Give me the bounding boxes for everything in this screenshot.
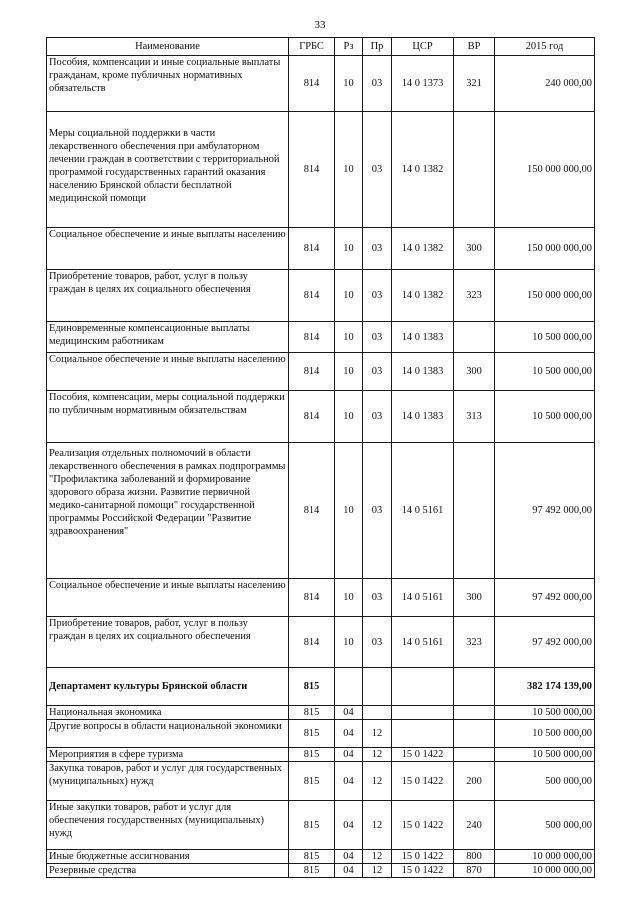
table-row [47,443,595,579]
row-vr: 313 [454,391,495,443]
row-grbs: 815 [289,668,335,706]
row-vr: 240 [454,801,495,850]
row-vr [454,720,495,748]
row-rz: 04 [335,864,363,878]
table-row [47,228,595,270]
row-grbs: 815 [289,864,335,878]
row-amount: 10 500 000,00 [495,706,595,720]
row-grbs: 814 [289,579,335,617]
table-row [47,112,595,228]
row-pr [363,706,392,720]
row-csr: 14 0 1383 [392,322,454,353]
row-grbs: 815 [289,706,335,720]
row-rz: 04 [335,706,363,720]
row-vr: 323 [454,617,495,668]
row-amount: 10 500 000,00 [495,391,595,443]
row-name: Единовременные компенсационные выплаты медицинским работникам [47,322,289,353]
row-rz: 10 [335,112,363,228]
row-pr: 03 [363,353,392,391]
row-csr: 15 0 1422 [392,801,454,850]
row-grbs: 814 [289,443,335,579]
row-grbs: 814 [289,112,335,228]
row-pr: 12 [363,801,392,850]
row-rz: 10 [335,579,363,617]
table-row [47,270,595,322]
row-rz: 04 [335,720,363,748]
row-pr: 03 [363,579,392,617]
row-name: Мероприятия в сфере туризма [47,748,289,762]
row-amount: 97 492 000,00 [495,617,595,668]
header-name: Наименование [47,38,289,56]
row-grbs: 814 [289,322,335,353]
header-rz: Рз [335,38,363,56]
row-name: Иные бюджетные ассигнования [47,850,289,864]
row-name: Резервные средства [47,864,289,878]
table-row [47,617,595,668]
row-pr: 03 [363,112,392,228]
row-csr: 15 0 1422 [392,850,454,864]
row-name: Другие вопросы в области национальной экономики [47,720,289,748]
table-row [47,579,595,617]
row-vr: 300 [454,579,495,617]
row-rz: 10 [335,391,363,443]
row-vr: 200 [454,762,495,801]
row-amount: 10 500 000,00 [495,353,595,391]
table-row [47,706,595,720]
row-csr: 14 0 5161 [392,443,454,579]
row-pr: 03 [363,270,392,322]
row-pr: 12 [363,748,392,762]
row-grbs: 814 [289,353,335,391]
row-grbs: 815 [289,720,335,748]
row-csr: 14 0 1382 [392,112,454,228]
row-grbs: 814 [289,391,335,443]
row-csr: 15 0 1422 [392,762,454,801]
row-vr [454,706,495,720]
row-grbs: 815 [289,762,335,801]
row-vr: 870 [454,864,495,878]
row-pr [363,668,392,706]
row-rz: 10 [335,353,363,391]
table-row [47,864,595,878]
row-pr: 12 [363,762,392,801]
row-name: Социальное обеспечение и иные выплаты населению [47,353,289,391]
row-name: Пособия, компенсации и иные социальные выплаты гражданам, кроме публичных нормативных обязательств [47,56,289,112]
row-vr: 300 [454,353,495,391]
header-vr: ВР [454,38,495,56]
row-vr: 323 [454,270,495,322]
row-amount: 150 000 000,00 [495,112,595,228]
row-name: Приобретение товаров, работ, услуг в пользу граждан в целях их социального обеспечения [47,270,289,322]
row-vr [454,748,495,762]
row-amount: 382 174 139,00 [495,668,595,706]
table-row [47,801,595,850]
row-rz: 04 [335,850,363,864]
row-amount: 97 492 000,00 [495,579,595,617]
row-csr: 15 0 1422 [392,748,454,762]
row-grbs: 815 [289,850,335,864]
row-amount: 10 500 000,00 [495,322,595,353]
table-row [47,353,595,391]
header-csr: ЦСР [392,38,454,56]
row-csr: 14 0 1373 [392,56,454,112]
row-pr: 03 [363,443,392,579]
row-grbs: 815 [289,748,335,762]
row-rz: 04 [335,762,363,801]
row-rz: 10 [335,56,363,112]
row-pr: 03 [363,228,392,270]
table-row [47,762,595,801]
table-row [47,56,595,112]
row-grbs: 815 [289,801,335,850]
row-name: Приобретение товаров, работ, услуг в пользу граждан в целях их социального обеспечения [47,617,289,668]
row-grbs: 814 [289,270,335,322]
row-rz: 10 [335,617,363,668]
row-pr: 03 [363,56,392,112]
row-rz: 10 [335,443,363,579]
row-name: Социальное обеспечение и иные выплаты населению [47,579,289,617]
row-amount: 240 000,00 [495,56,595,112]
row-vr [454,322,495,353]
row-vr [454,668,495,706]
row-grbs: 814 [289,56,335,112]
row-name: Закупка товаров, работ и услуг для государственных (муниципальных) нужд [47,762,289,801]
row-amount: 150 000 000,00 [495,270,595,322]
header-year: 2015 год [495,38,595,56]
row-name: Реализация отдельных полномочий в области лекарственного обеспечения в рамках подпрограммы "Профилактика заболеваний и формирование здорового образа жизни. Развитие первичной медико-санитарной помощи" государственной программы Российской Федерации "Развитие здравоохранения" [47,443,289,579]
row-rz: 10 [335,228,363,270]
header-pr: Пр [363,38,392,56]
row-grbs: 814 [289,228,335,270]
page-number: 33 [314,19,326,31]
table-row [47,668,595,706]
row-amount: 10 000 000,00 [495,864,595,878]
row-vr: 300 [454,228,495,270]
row-csr: 14 0 1382 [392,228,454,270]
row-vr [454,443,495,579]
row-amount: 500 000,00 [495,801,595,850]
row-name: Пособия, компенсации, меры социальной поддержки по публичным нормативным обязательствам [47,391,289,443]
table-row [47,322,595,353]
row-vr: 800 [454,850,495,864]
row-name: Иные закупки товаров, работ и услуг для обеспечения государственных (муниципальных) нужд [47,801,289,850]
row-csr: 14 0 1383 [392,353,454,391]
row-vr [454,112,495,228]
table-header-row [47,38,595,56]
row-rz [335,668,363,706]
row-csr [392,706,454,720]
row-csr: 14 0 1383 [392,391,454,443]
row-pr: 03 [363,391,392,443]
table-row [47,391,595,443]
row-csr: 14 0 1382 [392,270,454,322]
row-rz: 10 [335,322,363,353]
table-row [47,748,595,762]
row-amount: 10 500 000,00 [495,720,595,748]
row-amount: 97 492 000,00 [495,443,595,579]
row-csr: 15 0 1422 [392,864,454,878]
row-vr: 321 [454,56,495,112]
row-pr: 03 [363,322,392,353]
row-csr [392,668,454,706]
row-amount: 10 500 000,00 [495,748,595,762]
row-grbs: 814 [289,617,335,668]
row-pr: 12 [363,850,392,864]
table-row [47,720,595,748]
row-pr: 12 [363,720,392,748]
row-amount: 500 000,00 [495,762,595,801]
row-name: Национальная экономика [47,706,289,720]
row-name: Департамент культуры Брянской области [47,668,289,706]
row-csr [392,720,454,748]
row-amount: 150 000 000,00 [495,228,595,270]
header-grbs: ГРБС [289,38,335,56]
row-name: Социальное обеспечение и иные выплаты населению [47,228,289,270]
table-row [47,850,595,864]
row-rz: 04 [335,748,363,762]
row-csr: 14 0 5161 [392,579,454,617]
row-amount: 10 000 000,00 [495,850,595,864]
row-pr: 12 [363,864,392,878]
row-rz: 04 [335,801,363,850]
row-rz: 10 [335,270,363,322]
row-name: Меры социальной поддержки в части лекарственного обеспечения при амбулаторном лечении граждан в соответствии с территориальной программой государственных гарантий оказания населению Брянской области бесплатной медицинской помощи [47,112,289,228]
row-csr: 14 0 5161 [392,617,454,668]
row-pr: 03 [363,617,392,668]
budget-table [46,37,595,878]
